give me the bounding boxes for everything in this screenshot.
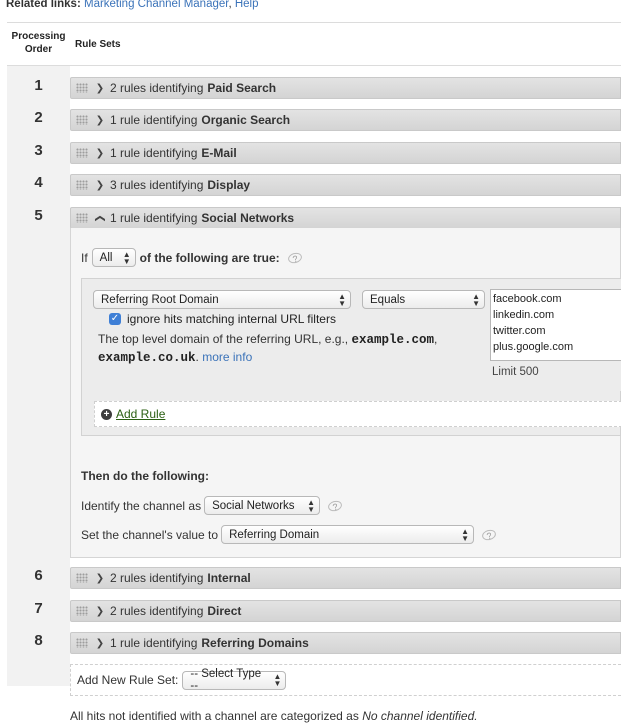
rule-set-name: Social Networks — [201, 211, 295, 225]
processing-header-line2: Order — [24, 44, 53, 55]
operator-value: Equals — [370, 293, 406, 306]
chevron-down-icon[interactable]: ❯ — [95, 572, 105, 584]
drag-handle-icon[interactable] — [76, 148, 88, 158]
rule-set-prefix: 1 rule identifying — [110, 113, 198, 127]
processing-header-line1: Processing — [11, 31, 66, 42]
processing-order-header — [7, 30, 70, 56]
value-line: facebook.com — [493, 293, 562, 305]
rule-set-name: Display — [207, 178, 251, 192]
rule-set-prefix: 1 rule identifying — [110, 146, 198, 160]
related-links-label: Related links: — [6, 0, 81, 10]
rule-set-email[interactable] — [70, 142, 621, 164]
rule-set-social-networks[interactable] — [70, 207, 621, 229]
table-header — [7, 22, 621, 66]
more-info-link[interactable]: more info — [202, 350, 253, 364]
chevron-down-icon[interactable]: ❯ — [95, 179, 105, 191]
operator-select[interactable] — [362, 290, 485, 309]
rule-set-name: E-Mail — [201, 146, 237, 160]
drag-handle-icon[interactable] — [76, 180, 88, 190]
identify-channel-label: Identify the channel as — [81, 498, 202, 513]
following-label: of the following are true: — [139, 250, 280, 265]
rule-row — [82, 279, 621, 391]
chevron-down-icon[interactable]: ❯ — [95, 605, 105, 617]
rule-set-organic-search[interactable] — [70, 109, 621, 131]
rule-set-prefix: 1 rule identifying — [110, 211, 198, 225]
dimension-description — [98, 331, 478, 367]
marketing-channel-manager-link[interactable]: Marketing Channel Manager — [83, 0, 229, 10]
dimension-select[interactable] — [93, 290, 351, 309]
drag-handle-icon[interactable] — [76, 83, 88, 93]
checkbox-checked-icon[interactable]: ✓ — [110, 313, 120, 324]
order-number-2: 2 — [34, 109, 43, 126]
set-value-label: Set the channel's value to — [81, 527, 219, 542]
rule-set-name: Referring Domains — [201, 636, 309, 650]
match-type-value: All — [99, 251, 113, 264]
footer-text: All hits not identified with a channel are categorized as — [70, 709, 359, 723]
values-textarea[interactable] — [490, 289, 621, 361]
drag-handle-icon[interactable] — [76, 115, 88, 125]
order-number-8: 8 — [34, 632, 43, 649]
select-arrows-icon: ▲ ▼ — [273, 672, 282, 688]
chevron-down-icon[interactable]: ❯ — [95, 637, 105, 649]
select-arrows-icon: ▲ ▼ — [461, 526, 470, 543]
plus-circle-icon[interactable]: + — [101, 409, 112, 420]
rule-set-name: Direct — [207, 604, 242, 618]
value-line: linkedin.com — [493, 309, 555, 321]
description-text: The top level domain of the referring URL, e.g., — [98, 332, 349, 346]
drag-handle-icon[interactable] — [76, 213, 88, 223]
channel-value: Social Networks — [212, 499, 295, 512]
chevron-up-icon[interactable]: ❯ — [94, 213, 106, 223]
identify-channel-row — [81, 496, 342, 515]
example-code-1: example.com — [351, 333, 434, 347]
if-label: If — [81, 250, 88, 265]
rule-set-prefix: 2 rules identifying — [110, 604, 204, 618]
order-number-1: 1 — [34, 77, 43, 94]
rule-set-name: Internal — [207, 571, 251, 585]
chevron-down-icon[interactable]: ❯ — [95, 82, 105, 94]
rule-set-type-select[interactable] — [182, 668, 286, 692]
footer-italic: No channel identified. — [362, 709, 478, 723]
add-new-rule-set-row — [70, 664, 621, 696]
ignore-internal-row[interactable] — [109, 312, 336, 326]
drag-handle-icon[interactable] — [76, 606, 88, 616]
rule-set-prefix: 3 rules identifying — [110, 178, 204, 192]
processing-order-column — [7, 66, 70, 686]
conditions-box — [81, 278, 621, 436]
related-links — [6, 0, 259, 10]
rule-sets-header: Rule Sets — [75, 39, 121, 50]
help-icon[interactable]: ? — [327, 499, 343, 512]
channel-select[interactable] — [204, 496, 320, 515]
help-icon[interactable]: ? — [481, 528, 497, 541]
help-icon[interactable]: ? — [287, 251, 303, 264]
select-arrows-icon: ▲ ▼ — [472, 291, 480, 308]
related-links-separator: , — [228, 0, 235, 10]
order-number-4: 4 — [34, 174, 43, 191]
add-new-rule-set-label: Add New Rule Set: — [77, 673, 179, 687]
value-line: twitter.com — [493, 325, 546, 337]
set-value-row — [81, 525, 496, 544]
condition-match-row — [81, 248, 302, 267]
then-label: Then do the following: — [81, 469, 209, 483]
value-line: plus.google.com — [493, 341, 574, 353]
order-number-3: 3 — [34, 142, 43, 159]
rule-set-paid-search[interactable] — [70, 77, 621, 99]
values-limit: Limit 500 — [492, 366, 539, 378]
rule-set-display[interactable] — [70, 174, 621, 196]
dimension-value: Referring Root Domain — [101, 293, 219, 306]
rule-set-prefix: 2 rules identifying — [110, 81, 204, 95]
help-link[interactable]: Help — [234, 0, 259, 10]
description-period: . — [195, 350, 199, 364]
rule-set-referring-domains[interactable] — [70, 632, 621, 654]
rule-set-name: Organic Search — [201, 113, 291, 127]
description-comma: , — [434, 332, 438, 346]
select-arrows-icon: ▲ ▼ — [307, 497, 316, 514]
rule-set-prefix: 2 rules identifying — [110, 571, 204, 585]
rule-set-name: Paid Search — [207, 81, 277, 95]
ignore-internal-label: ignore hits matching internal URL filters — [127, 312, 336, 326]
rule-set-internal[interactable] — [70, 567, 621, 589]
drag-handle-icon[interactable] — [76, 638, 88, 648]
drag-handle-icon[interactable] — [76, 573, 88, 583]
rule-set-prefix: 1 rule identifying — [110, 636, 198, 650]
example-code-2: example.co.uk — [98, 351, 196, 365]
channel-value-option: Referring Domain — [229, 528, 320, 541]
chevron-down-icon[interactable]: ❯ — [95, 114, 105, 126]
rule-set-direct[interactable] — [70, 600, 621, 622]
order-number-7: 7 — [34, 600, 43, 617]
order-number-5: 5 — [34, 207, 43, 224]
add-rule-row — [94, 401, 621, 427]
unidentified-note — [70, 709, 478, 723]
rule-set-editor — [70, 228, 621, 558]
chevron-down-icon[interactable]: ❯ — [95, 147, 105, 159]
channel-value-select[interactable] — [221, 525, 474, 544]
match-type-select[interactable] — [92, 248, 136, 267]
select-arrows-icon: ▲ ▼ — [122, 249, 131, 266]
rule-set-type-value: -- Select Type -- — [190, 668, 262, 692]
select-arrows-icon: ▲ ▼ — [338, 291, 346, 308]
order-number-6: 6 — [34, 567, 43, 584]
add-rule-link[interactable]: Add Rule — [116, 407, 166, 421]
